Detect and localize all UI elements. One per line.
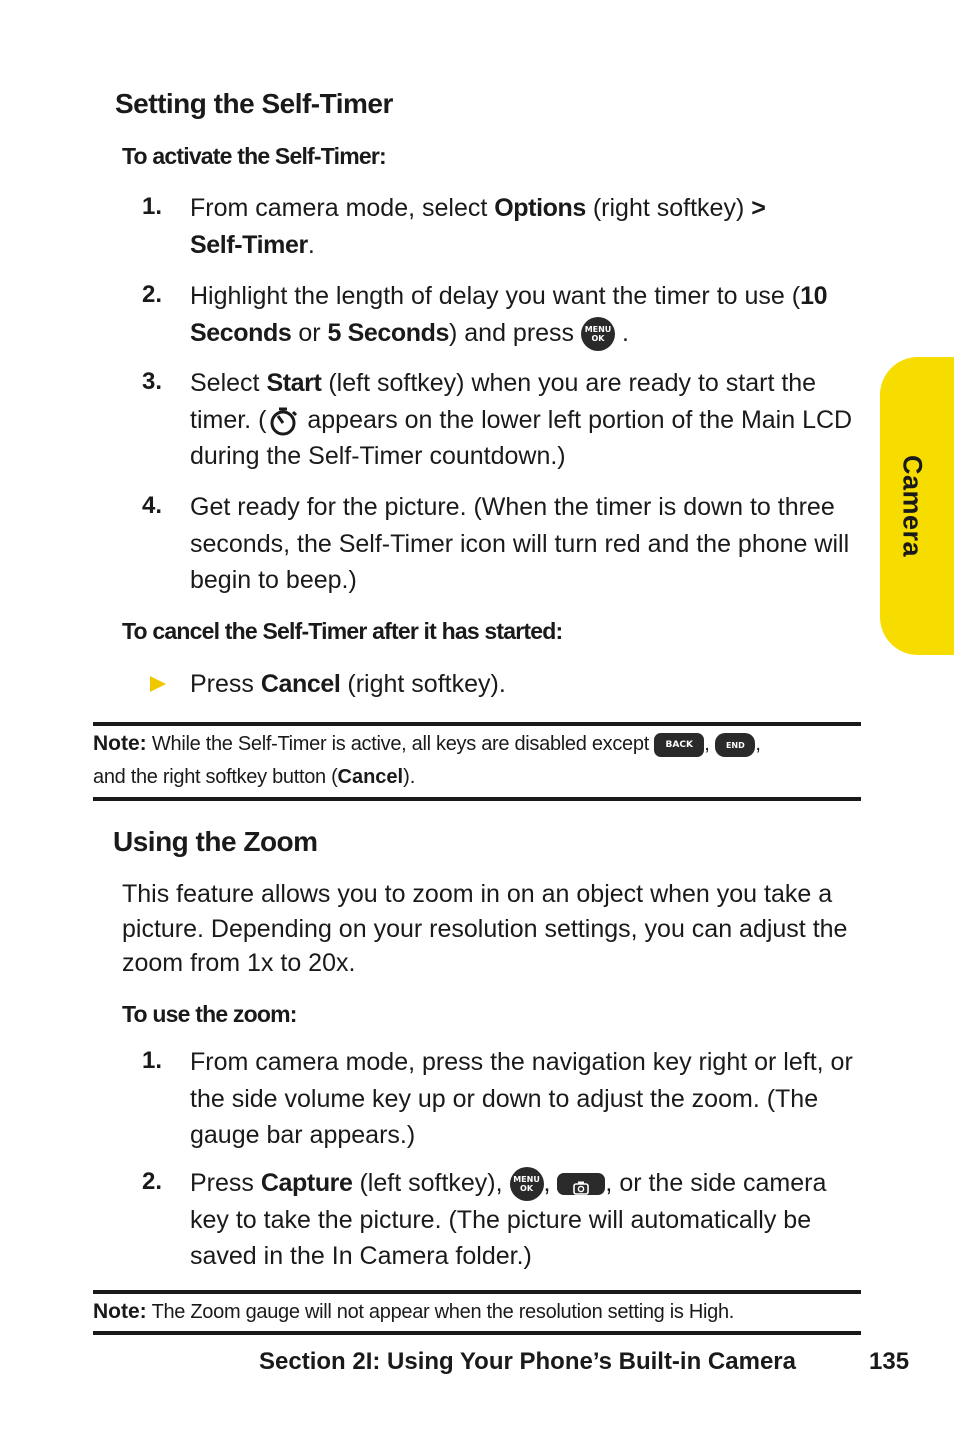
self-timer-heading: Setting the Self-Timer — [115, 88, 393, 119]
step-number: 1. — [142, 1047, 163, 1074]
note-top-rule — [93, 722, 861, 726]
back-key-icon: BACK — [654, 733, 704, 757]
step-text: Get ready for the picture. (When the timer is down to three seconds, the Self-Timer icon will turn red and the phone will begin to beep.) — [190, 493, 850, 594]
footer-section-title: Section 2I: Using Your Phone’s Built-in Camera — [259, 1348, 796, 1375]
note-top-rule — [93, 1290, 861, 1294]
bullet-arrow-icon — [150, 676, 166, 692]
cancel-subheading: To cancel the Self-Timer after it has started: — [122, 618, 563, 644]
camera-key-icon — [557, 1173, 605, 1195]
note-box: Note: The Zoom gauge will not appear when the resolution setting is High. — [93, 1300, 735, 1323]
zoom-heading: Using the Zoom — [113, 826, 318, 857]
self-timer-icon — [266, 405, 300, 437]
step-text: From camera mode, select Options (right softkey) > Self-Timer. — [190, 194, 766, 259]
step-number: 3. — [142, 368, 163, 395]
menu-ok-key-icon: MENU OK — [581, 317, 615, 351]
note-bottom-rule — [93, 797, 861, 801]
note-bottom-rule — [93, 1331, 861, 1335]
section-tab-label: Camera — [897, 454, 928, 558]
step-text: Highlight the length of delay you want the timer to use (10 Seconds or 5 Seconds) and press MENU OK . — [190, 278, 860, 351]
step-text: Select Start (left softkey) when you are ready to start the timer. ( appears on the lower left portion of the Main LCD during the Self-Timer countdown.) — [190, 369, 853, 470]
menu-ok-key-icon: MENU OK — [510, 1167, 544, 1201]
step-number: 2. — [142, 281, 163, 308]
note-box: Note: While the Self-Timer is active, all keys are disabled except BACK , END , and the right softkey button (Cancel). — [93, 732, 761, 788]
step-number: 1. — [142, 193, 163, 220]
activate-subheading: To activate the Self-Timer: — [122, 143, 386, 169]
step-text: Press Capture (left softkey), MENU OK , , or the side camera key to take the picture. (The picture will automatically be saved in the In Camera folder.) — [190, 1169, 827, 1270]
end-key-icon: END — [715, 733, 755, 757]
zoom-intro: This feature allows you to zoom in on an object when you take a picture. Depending on your resolution settings, you can adjust the zoom from 1x to 20x. — [122, 880, 848, 977]
step-number: 4. — [142, 492, 163, 519]
cancel-step-text: Press Cancel (right softkey). — [190, 670, 506, 698]
step-text: From camera mode, press the navigation key right or left, or the side volume key up or down to adjust the zoom. (The gauge bar appears.) — [190, 1048, 853, 1149]
zoom-subheading: To use the zoom: — [122, 1001, 297, 1027]
step-number: 2. — [142, 1168, 163, 1195]
page-number: 135 — [869, 1348, 910, 1375]
